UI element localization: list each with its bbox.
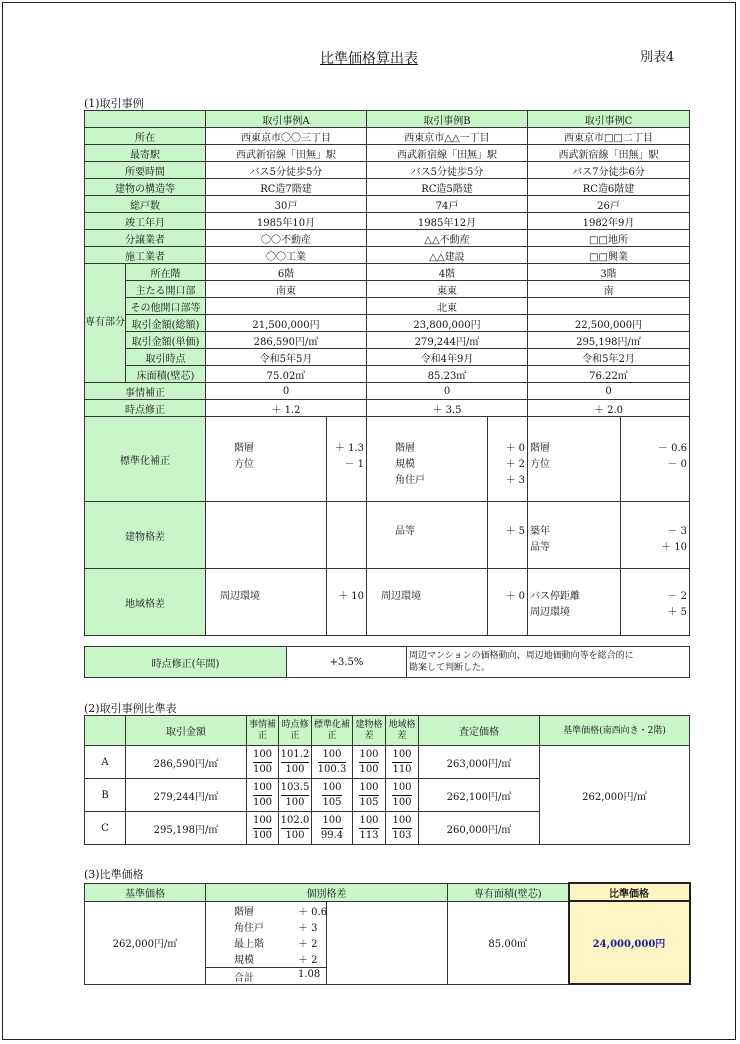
col-header: 基準価格 [85, 883, 206, 901]
cell: バス5分徒歩5分 [367, 162, 528, 179]
row-label: 建物の構造等 [85, 179, 206, 196]
denominator: 100 [252, 763, 273, 775]
fraction [312, 779, 353, 812]
item-name: 築年 [530, 526, 550, 537]
bld-cell-c [528, 502, 690, 569]
cell [528, 298, 690, 315]
fraction [279, 779, 312, 812]
row-label: 主たる開口部 [126, 281, 206, 298]
annual-value: +3.5% [287, 647, 407, 678]
numerator: 100 [359, 781, 378, 796]
result-price: 24,000,000円 [569, 901, 690, 984]
section1-heading: (1)取引事例 [84, 97, 144, 110]
cell: △△建設 [367, 247, 528, 264]
numerator: 100 [392, 748, 411, 763]
cell: 〇〇工業 [206, 247, 367, 264]
col-header: 個別格差 [206, 883, 448, 901]
item-value: ＋ 0 [505, 443, 525, 454]
cell: 〇〇不動産 [206, 230, 367, 247]
annual-label: 時点修正(年間) [85, 647, 287, 678]
denominator: 113 [359, 829, 379, 841]
row-label: 地域格差 [85, 569, 206, 636]
fraction [353, 779, 386, 812]
col-header: 地域格差 [386, 716, 419, 746]
cell: 北東 [367, 298, 528, 315]
std-cell-a [206, 417, 367, 502]
annual-note [407, 647, 690, 678]
item-value: ＋ 3 [505, 475, 525, 486]
col-header: 取引金額 [126, 716, 247, 746]
fraction [312, 812, 353, 845]
total-row [206, 967, 326, 984]
cell: 西東京市□□二丁目 [528, 128, 690, 145]
denominator: 103 [392, 829, 412, 841]
cell: 26戸 [528, 196, 690, 213]
fraction [386, 746, 419, 779]
individual-diff-cell [206, 901, 448, 984]
row-id: A [85, 746, 126, 779]
numerator: 103.5 [281, 781, 310, 796]
numerator: 100 [392, 814, 411, 829]
item-value: ＋ 5 [667, 607, 687, 618]
cell: 22,500,000円 [528, 315, 690, 332]
case-header: 取引事例C [528, 111, 690, 128]
col-header: 時点修正 [279, 716, 312, 746]
item-value: ＋ 2 [298, 938, 318, 950]
cell: 西東京市△△一丁目 [367, 128, 528, 145]
denominator: 100 [392, 796, 412, 808]
denominator: 100 [285, 829, 305, 841]
cell: 南東 [206, 281, 367, 298]
cell: 75.02㎡ [206, 366, 367, 383]
row-label: 取引金額(単価) [126, 332, 206, 349]
denominator: 99.4 [320, 829, 344, 841]
cell: □□地所 [528, 230, 690, 247]
cell: ＋ 3.5 [367, 400, 528, 417]
denominator: 100 [252, 796, 273, 808]
bld-cell-a [206, 502, 367, 569]
row-id: C [85, 812, 126, 845]
item-name: 周辺環境 [381, 591, 421, 602]
item-name: 階層 [395, 443, 415, 454]
cell: 0 [367, 383, 528, 400]
row-label: 取引金額(総額) [126, 315, 206, 332]
std-cell-b [367, 417, 528, 502]
row-id: B [85, 779, 126, 812]
item-value: － 0.6 [657, 443, 687, 454]
price: 262,100円/㎡ [419, 779, 540, 812]
cell: 4階 [367, 264, 528, 281]
fraction [353, 746, 386, 779]
cell: 30戸 [206, 196, 367, 213]
amount: 279,244円/㎡ [126, 779, 247, 812]
numerator: 100 [322, 781, 341, 796]
annual-note-line: 周辺マンションの価格動向、周辺地価動向等を総合的に [409, 651, 634, 661]
numerator: 100 [359, 748, 378, 763]
cell: 西武新宿線「田無」駅 [367, 145, 528, 162]
col-header: 建物格差 [353, 716, 386, 746]
cell: 21,500,000円 [206, 315, 367, 332]
cell: 0 [528, 383, 690, 400]
cell: 令和4年9月 [367, 349, 528, 366]
col-header: 査定価格 [419, 716, 540, 746]
col-header: 比準価格 [569, 883, 690, 901]
diff-list [206, 902, 327, 984]
item-value: ＋ 10 [338, 591, 364, 602]
fraction [247, 746, 279, 779]
fraction [247, 779, 279, 812]
cell: 西東京市〇〇三丁目 [206, 128, 367, 145]
item-name: 周辺環境 [530, 607, 570, 618]
item-value: ＋ 0.6 [298, 906, 328, 918]
amount: 286,590円/㎡ [126, 746, 247, 779]
row-label: 事情補正 [85, 383, 206, 400]
item-value: ＋ 2 [505, 459, 525, 470]
fraction [353, 812, 386, 845]
cell: 76.22㎡ [528, 366, 690, 383]
cell [206, 298, 367, 315]
cell: ＋ 1.2 [206, 400, 367, 417]
case-table [84, 110, 690, 636]
case-header: 取引事例B [367, 111, 528, 128]
row-label: 所在階 [126, 264, 206, 281]
col-header: 専有面積(壁芯) [448, 883, 569, 901]
cell: 令和5年5月 [206, 349, 367, 366]
cell: バス5分徒歩5分 [206, 162, 367, 179]
case-header: 取引事例A [206, 111, 367, 128]
annual-note-line: 勘案して判断した。 [409, 663, 491, 673]
denominator: 100 [285, 796, 305, 808]
numerator: 100 [392, 781, 411, 796]
cell: RC造6階建 [528, 179, 690, 196]
base-price: 262,000円/㎡ [540, 746, 690, 845]
numerator: 100 [253, 814, 272, 829]
annex-label: 別表4 [640, 50, 675, 65]
base-price: 262,000円/㎡ [85, 901, 206, 984]
area-cell-b [367, 569, 528, 636]
cell: 西武新宿線「田無」駅 [528, 145, 690, 162]
cell: △△不動産 [367, 230, 528, 247]
annual-table [84, 646, 690, 678]
item-name: 角住戸 [395, 475, 425, 486]
fraction [279, 746, 312, 779]
cell: 1982年9月 [528, 213, 690, 230]
item-value: ＋ 0 [505, 591, 525, 602]
cell: 295,198円/㎡ [528, 332, 690, 349]
row-label: 取引時点 [126, 349, 206, 366]
cell: 1985年12月 [367, 213, 528, 230]
item-value: － 3 [667, 526, 687, 537]
item-value: ＋ 10 [661, 542, 687, 553]
row-label: その他開口部等 [126, 298, 206, 315]
item-name: 最上階 [234, 938, 264, 950]
denominator: 100 [285, 763, 305, 775]
fraction [279, 812, 312, 845]
item-name: 規模 [234, 954, 254, 966]
item-name: 方位 [530, 459, 550, 470]
row-label: 総戸数 [85, 196, 206, 213]
numerator: 100 [318, 748, 347, 763]
cell: □□興業 [528, 247, 690, 264]
item-name: 階層 [530, 443, 550, 454]
row-label: 所要時間 [85, 162, 206, 179]
cell: 西武新宿線「田無」駅 [206, 145, 367, 162]
item-value: ＋ 3 [298, 922, 318, 934]
row-label: 時点修正 [85, 400, 206, 417]
cell: 令和5年2月 [528, 349, 690, 366]
result-table [84, 882, 691, 985]
item-name: 規模 [395, 459, 415, 470]
fraction [386, 779, 419, 812]
item-value: ＋ 2 [298, 954, 318, 966]
cell: 3階 [528, 264, 690, 281]
row-label: 標準化補正 [85, 417, 206, 502]
numerator: 102.0 [281, 814, 310, 829]
bld-cell-b [367, 502, 528, 569]
cell: 6階 [206, 264, 367, 281]
comparison-table [84, 715, 690, 845]
item-name: バス停距離 [530, 591, 580, 602]
denominator: 100.3 [317, 763, 347, 775]
section2-heading: (2)取引事例比準表 [84, 702, 177, 715]
numerator: 100 [253, 781, 272, 796]
item-name: 階層 [234, 443, 254, 454]
col-header: 基準価格(南西向き・2階) [540, 716, 690, 746]
item-name: 品等 [530, 542, 550, 553]
row-label: 所在 [85, 128, 206, 145]
row-label: 最寄駅 [85, 145, 206, 162]
area-value: 85.00㎡ [448, 901, 569, 984]
item-name: 品等 [395, 526, 415, 537]
cell: 74戸 [367, 196, 528, 213]
cell: 東東 [367, 281, 528, 298]
item-value: － 0 [667, 459, 687, 470]
denominator: 100 [359, 763, 379, 775]
cell: 1985年10月 [206, 213, 367, 230]
row-label: 分譲業者 [85, 230, 206, 247]
area-cell-a [206, 569, 367, 636]
item-value: － 2 [667, 591, 687, 602]
denominator: 100 [252, 829, 273, 841]
row-label: 竣工年月 [85, 213, 206, 230]
cell: バス7分徒歩6分 [528, 162, 690, 179]
price: 260,000円/㎡ [419, 812, 540, 845]
price: 263,000円/㎡ [419, 746, 540, 779]
denominator: 105 [359, 796, 379, 808]
item-value: － 1 [344, 459, 364, 470]
col-header: 標準化補正 [312, 716, 353, 746]
numerator: 100 [321, 814, 343, 829]
cell: 南 [528, 281, 690, 298]
cell: 0 [206, 383, 367, 400]
denominator: 105 [322, 796, 342, 808]
row-label: 施工業者 [85, 247, 206, 264]
total-label: 合計 [234, 972, 254, 984]
fraction [247, 812, 279, 845]
numerator: 100 [359, 814, 378, 829]
item-name: 周辺環境 [220, 591, 260, 602]
row-label: 建物格差 [85, 502, 206, 569]
corner-cell [85, 111, 206, 128]
numerator: 100 [253, 748, 272, 763]
row-label: 床面積(壁芯) [126, 366, 206, 383]
denominator: 110 [392, 763, 412, 775]
total-value: 1.08 [298, 968, 321, 980]
amount: 295,198円/㎡ [126, 812, 247, 845]
area-cell-c [528, 569, 690, 636]
fraction [312, 746, 353, 779]
item-value: ＋ 5 [505, 526, 525, 537]
cell: RC造7階建 [206, 179, 367, 196]
cell: RC造5階建 [367, 179, 528, 196]
cell: 85.23㎡ [367, 366, 528, 383]
cell: 286,590円/㎡ [206, 332, 367, 349]
numerator: 101.2 [281, 748, 310, 763]
fraction [386, 812, 419, 845]
item-name: 方位 [234, 459, 254, 470]
cell: 279,244円/㎡ [367, 332, 528, 349]
section3-heading: (3)比準価格 [84, 868, 144, 881]
std-cell-c [528, 417, 690, 502]
item-name: 角住戸 [234, 922, 264, 934]
item-value: ＋ 1.3 [334, 443, 364, 454]
col-header: 事情補正 [247, 716, 279, 746]
cell: ＋ 2.0 [528, 400, 690, 417]
cell: 23,800,000円 [367, 315, 528, 332]
page-title: 比準価格算出表 [320, 51, 418, 67]
private-section-label: 専有部分 [85, 264, 126, 383]
corner-cell [85, 716, 126, 746]
item-name: 階層 [234, 906, 254, 918]
